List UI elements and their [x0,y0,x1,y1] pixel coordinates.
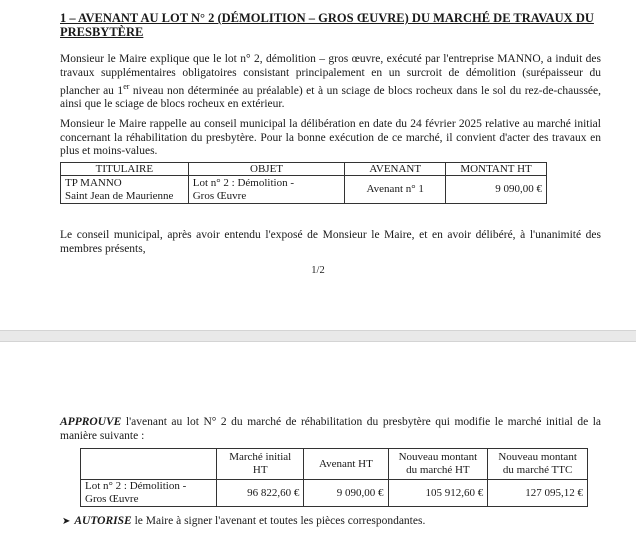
header-empty [81,449,217,480]
document-page-2 [0,343,636,539]
authorise-paragraph [62,514,425,529]
approve-text: l'avenant au lot N° 2 du marché de réhabilitation du presbytère qui modifie le marché initial de la manière suivante : [60,416,601,442]
table-row [61,176,547,204]
header-avenant: AVENANT [345,163,446,176]
table-row [81,480,588,507]
market-amounts-table [80,448,588,507]
cell-avenant: Avenant n° 1 [345,176,446,204]
table-header-row [81,449,588,480]
approve-label: APPROUVE [60,416,122,428]
section-title: 1 – AVENANT AU LOT N° 2 (DÉMOLITION – GROS ŒUVRE) DU MARCHÉ DE TRAVAUX DU PRESBYTÈRE [60,11,594,39]
header-titulaire: TITULAIRE [61,163,189,176]
page-number: 1/2 [311,265,325,276]
cell-titulaire: TP MANNO Saint Jean de Maurienne [61,176,189,204]
authorise-label: AUTORISE [74,515,132,527]
header-nouveau-ht: Nouveau montant du marché HT [388,449,488,480]
cell-initial: 96 822,60 € [217,480,304,507]
header-objet: OBJET [188,163,345,176]
arrow-bullet-icon: ➤ [62,516,71,527]
approve-paragraph [60,415,601,443]
page-separator [0,330,636,342]
header-nouveau-ttc: Nouveau montant du marché TTC [488,449,588,480]
cell-nouveau-ht: 105 912,60 € [388,480,488,507]
paragraph-reminder: Monsieur le Maire rappelle au conseil municipal la délibération en date du 24 février 2025 relative au marché initial concernant la réhabilitation du presbytère. Pour la bonne exécution de ce marché, il convient d'acter des travaux en plus et moins-values. [60,118,601,157]
cell-nouveau-ttc: 127 095,12 € [488,480,588,507]
table-header-row [61,163,547,176]
header-montant: MONTANT HT [446,163,547,176]
header-initial: Marché initial HT [217,449,304,480]
cell-avenant: 9 090,00 € [304,480,388,507]
cell-objet: Lot n° 2 : Démolition - Gros Œuvre [188,176,345,204]
header-avenant-ht: Avenant HT [304,449,388,480]
authorise-text: le Maire à signer l'avenant et toutes les pièces correspondantes. [131,515,426,527]
cell-lot: Lot n° 2 : Démolition - Gros Œuvre [81,480,217,507]
paragraph-explanation: Monsieur le Maire explique que le lot n° 2, démolition – gros œuvre, exécuté par l'entreprise MANNO, a induit des travaux supplémentaires obligatoires consistant principalement en un surcroit de démolition (surépaisseur du plancher au 1er niveau non déterminée au préalable) et à un sciage de blocs rocheux dans le sol du rez-de-chaussée, ainsi que le sciage de blocs rocheux en extérieur. [60,53,601,111]
avenant-table [60,162,547,204]
cell-montant: 9 090,00 € [446,176,547,204]
paragraph-council: Le conseil municipal, après avoir entendu l'exposé de Monsieur le Maire, et en avoir délibéré, à l'unanimité des membres présents, [60,229,601,255]
